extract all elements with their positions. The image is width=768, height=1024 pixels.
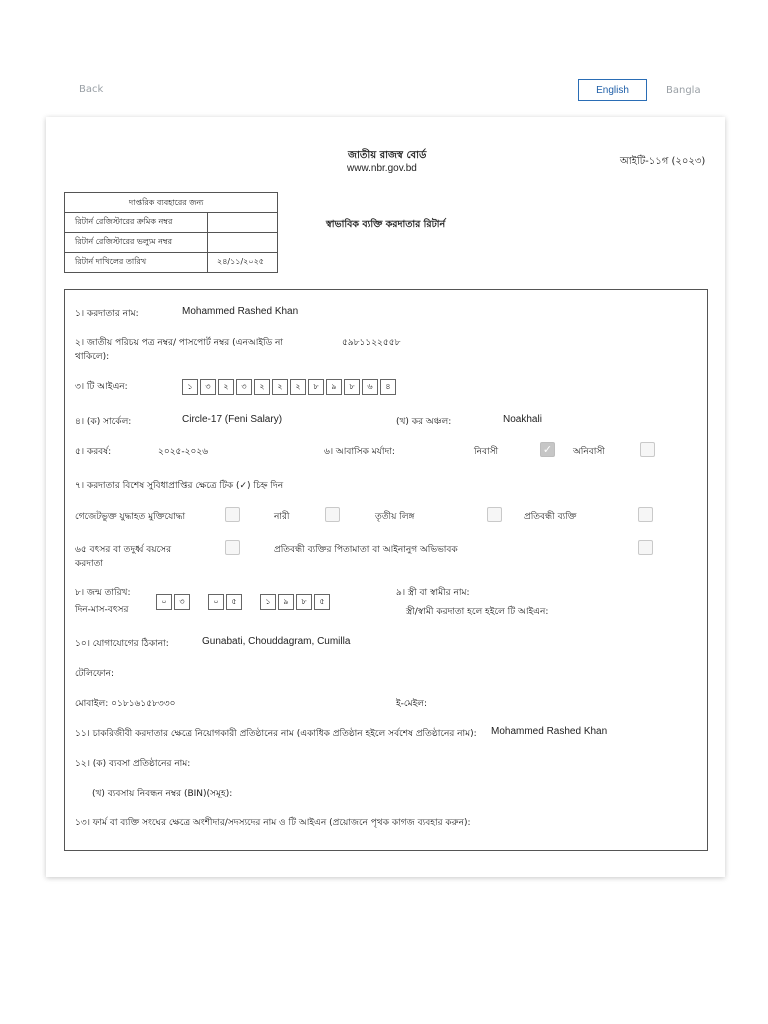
dob-label: ৮। জন্ম তারিখ: (75, 588, 131, 598)
special-benefit-label: ৭। করদাতার বিশেষ সুবিধাপ্রাপ্তির ক্ষেত্রে টিক (✓) চিহ্ন দিন (75, 481, 284, 491)
address-label: ১০। যোগাযোগের ঠিকানা: (75, 639, 169, 649)
tin-label: ৩। টি আইএন: (75, 382, 128, 392)
tax-year-value: ২০২৫-২০২৬ (158, 447, 209, 457)
dob-month-boxes (208, 594, 244, 610)
female-label: নারী (274, 512, 290, 522)
tin-digit: ৩ (200, 379, 216, 395)
return-filing-date: ২৪/১১/২০২৫ (217, 257, 264, 266)
tin-digit: ৯ (326, 379, 342, 395)
office-use-table (64, 192, 278, 273)
tin-digit: ৮ (308, 379, 324, 395)
tax-zone-label: (খ) কর অঞ্চল: (396, 417, 452, 427)
tin-digit: ৮ (344, 379, 360, 395)
taxpayer-name-label: ১। করদাতার নাম: (75, 309, 139, 319)
office-row-label: রিটার্ন দাখিলের তারিখ (75, 257, 147, 266)
back-link[interactable]: Back (79, 84, 104, 95)
circle-value: Circle-17 (Feni Salary) (182, 414, 283, 425)
dob-digit: ০ (156, 594, 172, 610)
spouse-tin-label: স্ত্রী/স্বামী করদাতা হলে হইলে টি আইএন: (406, 607, 549, 617)
form-title: স্বাভাবিক ব্যক্তি করদাতার রিটার্ন (326, 219, 446, 230)
third-gender-label: তৃতীয় লিঙ্গ (375, 512, 415, 522)
board-website: www.nbr.gov.bd (347, 163, 417, 174)
employer-value: Mohammed Rashed Khan (491, 726, 608, 737)
business-name-label: ১২। (ক) ব্যবসা প্রতিষ্ঠানের নাম: (75, 759, 191, 769)
guardian-label: প্রতিবন্ধী ব্যক্তির পিতামাতা বা আইনানুগ অভিভাবক (274, 545, 458, 555)
dob-digit: ১ (260, 594, 276, 610)
dob-digit: ০ (208, 594, 224, 610)
tin-digit: ২ (272, 379, 288, 395)
tin-digit: ৩ (236, 379, 252, 395)
tin-digit: ২ (218, 379, 234, 395)
tin-digit: ১ (182, 379, 198, 395)
tin-digit: ২ (254, 379, 270, 395)
nid-value: ৫৯৮১১২২৫৫৮ (342, 338, 401, 348)
dob-digit: ৫ (226, 594, 242, 610)
email-label: ই-মেইল: (396, 699, 427, 709)
disabled-label: প্রতিবন্ধী ব্যক্তি (524, 512, 577, 522)
nonresident-checkbox[interactable] (640, 442, 655, 457)
tin-digit: ৪ (380, 379, 396, 395)
residential-status-label: ৬। আবাসিক মর্যাদা: (324, 447, 395, 457)
third-gender-checkbox[interactable] (487, 507, 502, 522)
check-icon: ✓ (542, 443, 553, 456)
mobile-label: মোবাইল: ০১৮১৬১৫৮৩৩০ (75, 699, 176, 709)
freedom-fighter-label: গেজেটভুক্ত যুদ্ধাহত মুক্তিযোদ্ধা (75, 512, 186, 522)
dob-year-boxes (260, 594, 332, 610)
form-code: আইটি-১১গ (২০২৩) (620, 156, 706, 167)
english-button[interactable]: English (578, 79, 647, 101)
dob-day-boxes (156, 594, 192, 610)
partners-label: ১৩। ফার্ম বা ব্যক্তি সংঘের ক্ষেত্রে অংশীদার/সদস্যদের নাম ও টি আইএন (প্রয়োজনে পৃথক কাগজ ব্যবহার করুন): (75, 818, 471, 828)
dob-format-label: দিন-মাস-বৎসর (75, 605, 129, 615)
guardian-checkbox[interactable] (638, 540, 653, 555)
office-row-label: রিটার্ন রেজিস্টারের ভল্যুম নম্বর (75, 237, 173, 246)
resident-checkbox[interactable] (540, 442, 555, 457)
telephone-label: টেলিফোন: (75, 669, 115, 679)
office-row-label: রিটার্ন রেজিস্টারের ক্রমিক নম্বর (75, 217, 173, 226)
address-value: Gunabati, Chouddagram, Cumilla (202, 636, 351, 647)
tax-zone-value: Noakhali (503, 414, 542, 425)
tin-digit: ২ (290, 379, 306, 395)
dob-digit: ৯ (278, 594, 294, 610)
dob-digit: ৩ (174, 594, 190, 610)
office-heading: দাপ্তরিক ব্যবহারের জন্য (129, 198, 204, 207)
nonresident-label: অনিবাসী (573, 447, 605, 457)
aged-checkbox[interactable] (225, 540, 240, 555)
bangla-link[interactable]: Bangla (666, 85, 701, 96)
circle-label: ৪। (ক) সার্কেল: (75, 417, 132, 427)
resident-label: নিবাসী (474, 447, 499, 457)
dob-digit: ৫ (314, 594, 330, 610)
tin-digit-boxes (182, 379, 398, 395)
nid-label-cont: থাকিলে): (75, 352, 110, 362)
tin-digit: ৬ (362, 379, 378, 395)
employer-label: ১১। চাকরিজীবী করদাতার ক্ষেত্রে নিয়োগকারী প্রতিষ্ঠানের নাম (একাধিক প্রতিষ্ঠান হইলে সর্বশেষ প্রতিষ্ঠানের নাম): (75, 729, 477, 739)
aged-label: ৬৫ বৎসর বা তদুর্ধ্ব বয়সের (75, 545, 172, 555)
spouse-name-label: ৯। স্ত্রী বা স্বামীর নাম: (396, 588, 470, 598)
taxpayer-name-value: Mohammed Rashed Khan (182, 306, 299, 317)
bin-label: (খ) ব্যবসায় নিবন্ধন নম্বর (BIN)(সমূহ): (92, 789, 233, 799)
dob-digit: ৮ (296, 594, 312, 610)
nid-label: ২। জাতীয় পরিচয় পত্র নম্বর/ পাসপোর্ট নম্বর (এনআইডি না (75, 338, 284, 348)
freedom-fighter-checkbox[interactable] (225, 507, 240, 522)
board-name: জাতীয় রাজস্ব বোর্ড (348, 150, 427, 161)
female-checkbox[interactable] (325, 507, 340, 522)
disabled-checkbox[interactable] (638, 507, 653, 522)
aged-label-cont: করদাতা (75, 559, 103, 569)
tax-year-label: ৫। করবর্ষ: (75, 447, 112, 457)
